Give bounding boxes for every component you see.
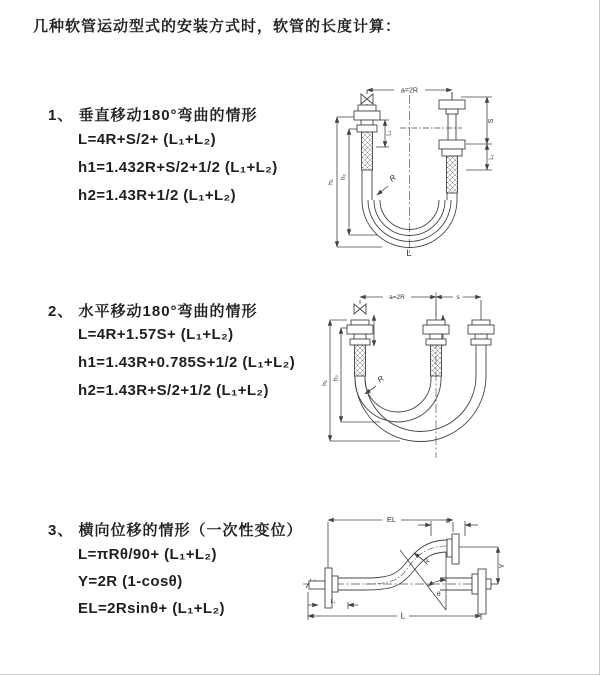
valve-icon — [354, 304, 366, 314]
d3-left-flange-assembly — [309, 568, 365, 608]
d1-left-pipe-assembly — [354, 90, 380, 200]
d3-dim-l1-top-label: L₁ — [445, 519, 451, 525]
d1-radius-label: R — [387, 172, 398, 184]
section-2-formula-1: L=4R+1.57S+ (L₁+L₂) — [78, 326, 234, 343]
section-3-formula-1: L=πRθ/90+ (L₁+L₂) — [78, 546, 217, 563]
d3-dimension-lines — [308, 520, 498, 620]
section-1-formula-3: h2=1.43R+1/2 (L₁+L₂) — [78, 187, 237, 204]
braid-section — [362, 132, 373, 170]
d1-dim-h2-label: h₂ — [340, 173, 347, 181]
section-2-formula-3: h2=1.43R+S/2+1/2 (L₁+L₂) — [78, 382, 269, 399]
d3-dim-l1-bottom-label: L₁ — [330, 599, 336, 605]
d2-pipe-fittings — [347, 304, 494, 379]
section-2-heading: 2、 水平移动180°弯曲的情形 — [48, 303, 258, 320]
d1-length-label: L — [406, 248, 412, 259]
page-title: 几种软管运动型式的安装方式时，软管的长度计算： — [33, 18, 402, 35]
d2-hose-arcs — [355, 373, 486, 442]
d1-dim-s-label: S — [488, 118, 495, 124]
d1-dim-l1-right-label: L₁ — [489, 154, 495, 160]
braid-section — [447, 156, 458, 193]
diagram-vertical-180-bend — [320, 75, 520, 260]
d2-dim-h2-label: h₂ — [332, 374, 340, 382]
d3-dim-el-label: EL — [386, 515, 397, 524]
d3-right-flange-assembly — [440, 569, 491, 614]
d2-dim-a2r-label: a=2R — [389, 294, 405, 301]
section-3-formula-2: Y=2R (1-cosθ) — [78, 573, 183, 590]
d1-labels — [328, 86, 496, 260]
d2-dimension-lines — [330, 297, 481, 441]
section-3-heading: 3、 横向位移的情形（一次性变位） — [48, 522, 303, 539]
d1-dim-h1-label: h₁ — [327, 179, 335, 185]
d1-dim-a2r-label: a=2R — [401, 87, 418, 95]
diagram-lateral-displacement — [300, 508, 595, 650]
d1-right-pipe-assembly — [439, 92, 465, 200]
section-3-formula-3: EL=2Rsinθ+ (L₁+L₂) — [78, 600, 225, 617]
d2-dim-h1-label: h₁ — [321, 380, 329, 386]
braid-section — [431, 345, 442, 376]
d3-upper-flange-assembly — [447, 534, 459, 564]
d2-dim-s-label: s — [456, 294, 460, 301]
d3-dim-l-label: L — [400, 610, 406, 621]
section-1-heading: 1、 垂直移动180°弯曲的情形 — [48, 107, 258, 124]
d3-angle-theta-label: θ — [437, 591, 441, 598]
section-1-formula-2: h1=1.432R+S/2+1/2 (L₁+L₂) — [78, 159, 278, 176]
d1-dim-l1-left-label: L₁ — [386, 130, 393, 136]
d3-dim-y-label: Y — [497, 563, 506, 569]
d3-radius-label: R — [421, 556, 432, 567]
valve-icon — [361, 94, 373, 104]
section-1-formula-1: L=4R+S/2+ (L₁+L₂) — [78, 131, 217, 148]
diagram-horizontal-180-bend — [320, 288, 505, 478]
section-2-formula-2: h1=1.43R+0.785S+1/2 (L₁+L₂) — [78, 354, 296, 371]
braid-section — [355, 345, 366, 376]
d2-radius-label: R — [375, 373, 386, 385]
